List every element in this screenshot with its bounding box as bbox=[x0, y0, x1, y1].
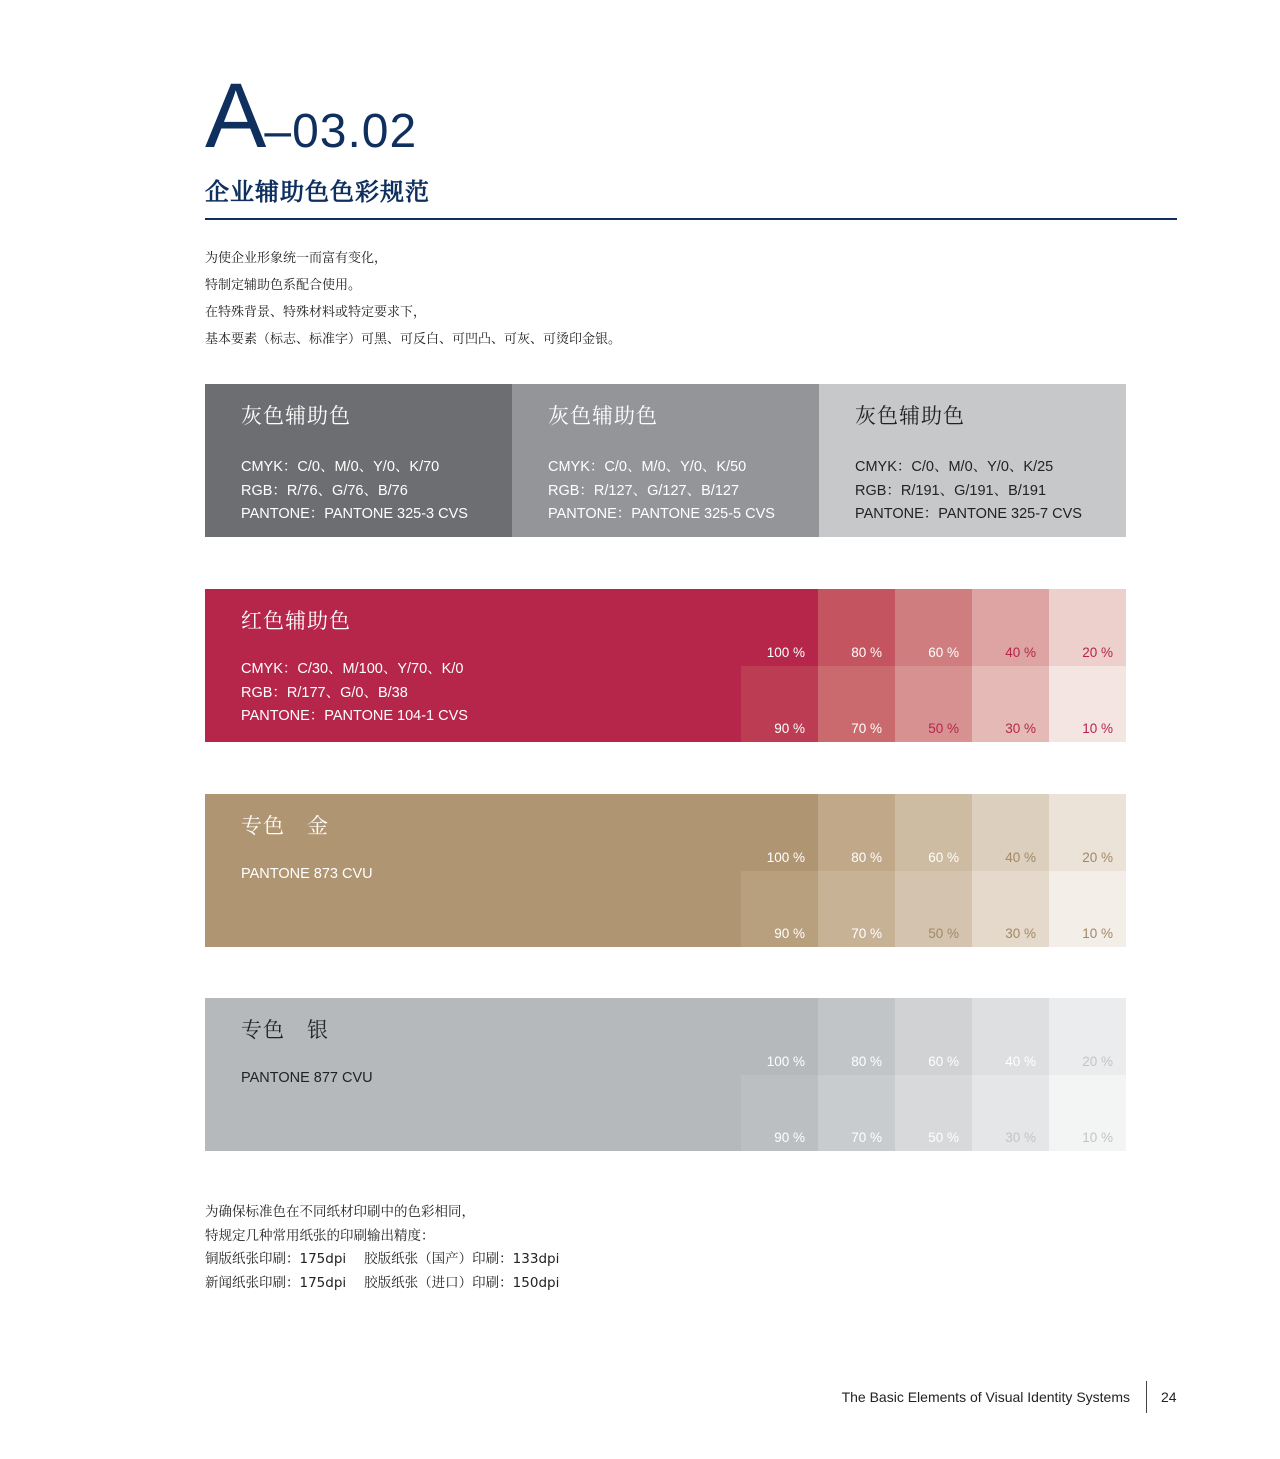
note-row bbox=[205, 1272, 559, 1296]
tint-label: 20 % bbox=[1082, 849, 1113, 865]
swatch-cmyk: CMYK：C/0、M/0、Y/0、K/25 bbox=[855, 459, 1054, 475]
tint-label: 90 % bbox=[774, 1130, 805, 1145]
band-name: 红色辅助色 bbox=[241, 609, 351, 633]
tint-label: 30 % bbox=[1005, 721, 1036, 736]
swatch-pantone: PANTONE：PANTONE 325-7 CVS bbox=[855, 506, 1082, 522]
swatch-pantone: PANTONE：PANTONE 325-3 CVS bbox=[241, 506, 468, 522]
silver-color-band bbox=[205, 998, 1126, 1151]
tint-label: 60 % bbox=[928, 644, 959, 660]
swatch-name: 灰色辅助色 bbox=[548, 404, 658, 428]
tint-label: 80 % bbox=[851, 644, 882, 660]
tint-cell bbox=[741, 589, 818, 666]
swatch-cmyk: CMYK：C/0、M/0、Y/0、K/50 bbox=[548, 459, 747, 475]
tint-cell bbox=[818, 998, 895, 1075]
gray-swatch-row bbox=[205, 384, 1126, 537]
section-code-letter: A bbox=[205, 65, 265, 167]
tint-label: 40 % bbox=[1005, 644, 1036, 660]
tint-cell bbox=[818, 871, 895, 948]
tint-label: 70 % bbox=[851, 926, 882, 941]
tint-cell bbox=[895, 871, 972, 948]
tint-cell bbox=[1049, 871, 1126, 948]
tint-cell bbox=[1049, 589, 1126, 666]
intro-text bbox=[205, 245, 621, 353]
tint-label: 20 % bbox=[1082, 644, 1113, 660]
tint-cell bbox=[895, 998, 972, 1075]
tint-cell bbox=[1049, 1075, 1126, 1152]
section-code bbox=[205, 65, 418, 167]
tint-label: 30 % bbox=[1005, 1130, 1036, 1145]
page-footer bbox=[0, 1389, 1280, 1413]
swatch-name: 灰色辅助色 bbox=[855, 404, 965, 428]
tint-label: 60 % bbox=[928, 849, 959, 865]
tint-cell bbox=[818, 666, 895, 743]
tint-label: 30 % bbox=[1005, 926, 1036, 941]
gray-swatch-k25 bbox=[819, 384, 1126, 537]
tint-label: 50 % bbox=[928, 926, 959, 941]
tint-label: 90 % bbox=[774, 721, 805, 736]
tint-cell bbox=[741, 998, 818, 1075]
tint-cell bbox=[1049, 666, 1126, 743]
swatch-rgb: RGB：R/127、G/127、B/127 bbox=[548, 482, 740, 499]
red-tint-grid bbox=[741, 589, 1126, 742]
tint-label: 20 % bbox=[1082, 1053, 1113, 1069]
tint-label: 40 % bbox=[1005, 849, 1036, 865]
intro-line: 在特殊背景、特殊材料或特定要求下， bbox=[205, 305, 427, 320]
note-item: 胶版纸张（国产）印刷：133dpi bbox=[364, 1251, 560, 1267]
intro-line: 基本要素（标志、标准字）可黑、可反白、可凹凸、可灰、可烫印金银。 bbox=[205, 332, 622, 347]
tint-cell bbox=[741, 871, 818, 948]
tint-cell bbox=[895, 1075, 972, 1152]
tint-label: 60 % bbox=[928, 1053, 959, 1069]
silver-main-swatch bbox=[205, 998, 741, 1151]
swatch-rgb: RGB：R/191、G/191、B/191 bbox=[855, 482, 1047, 499]
note-row bbox=[205, 1248, 559, 1272]
tint-cell bbox=[1049, 998, 1126, 1075]
page-title: 企业辅助色色彩规范 bbox=[205, 178, 430, 206]
tint-label: 100 % bbox=[766, 849, 805, 865]
intro-line: 为使企业形象统一而富有变化， bbox=[205, 251, 388, 266]
footer-caption: The Basic Elements of Visual Identity Systems bbox=[841, 1389, 1130, 1405]
band-spec-line: PANTONE 877 CVU bbox=[241, 1070, 373, 1086]
gold-main-swatch bbox=[205, 794, 741, 947]
page-number: 24 bbox=[1161, 1389, 1177, 1405]
tint-label: 100 % bbox=[766, 1053, 805, 1069]
band-name: 专色 金 bbox=[241, 814, 329, 838]
band-spec-line: PANTONE 873 CVU bbox=[241, 866, 373, 882]
note-line: 特规定几种常用纸张的印刷输出精度： bbox=[205, 1227, 435, 1244]
tint-cell bbox=[818, 589, 895, 666]
band-name: 专色 银 bbox=[241, 1018, 329, 1042]
tint-cell bbox=[741, 1075, 818, 1152]
tint-label: 50 % bbox=[928, 1130, 959, 1145]
section-code-number: –03.02 bbox=[264, 105, 418, 158]
tint-label: 50 % bbox=[928, 721, 959, 736]
tint-cell bbox=[895, 666, 972, 743]
tint-label: 10 % bbox=[1082, 926, 1113, 941]
band-spec-line: RGB：R/177、G/0、B/38 bbox=[241, 684, 408, 701]
title-divider bbox=[205, 218, 1177, 220]
band-spec-line: PANTONE：PANTONE 104-1 CVS bbox=[241, 708, 468, 724]
gold-tint-grid bbox=[741, 794, 1126, 947]
band-spec-line: CMYK：C/30、M/100、Y/70、K/0 bbox=[241, 661, 464, 677]
tint-cell bbox=[972, 1075, 1049, 1152]
gray-swatch-k70 bbox=[205, 384, 512, 537]
tint-cell bbox=[741, 794, 818, 871]
tint-cell bbox=[741, 666, 818, 743]
swatch-cmyk: CMYK：C/0、M/0、Y/0、K/70 bbox=[241, 459, 440, 475]
tint-cell bbox=[972, 666, 1049, 743]
red-color-band bbox=[205, 589, 1126, 742]
tint-label: 70 % bbox=[851, 1130, 882, 1145]
tint-label: 10 % bbox=[1082, 721, 1113, 736]
tint-label: 80 % bbox=[851, 849, 882, 865]
note-item: 胶版纸张（进口）印刷：150dpi bbox=[364, 1274, 560, 1291]
intro-line: 特制定辅助色系配合使用。 bbox=[205, 278, 362, 293]
tint-label: 10 % bbox=[1082, 1130, 1113, 1145]
gray-swatch-k50 bbox=[512, 384, 819, 537]
silver-tint-grid bbox=[741, 998, 1126, 1151]
tint-cell bbox=[972, 871, 1049, 948]
red-main-swatch bbox=[205, 589, 741, 742]
tint-cell bbox=[895, 589, 972, 666]
print-resolution-note bbox=[205, 1201, 559, 1295]
note-line: 为确保标准色在不同纸材印刷中的色彩相同， bbox=[205, 1204, 475, 1220]
tint-label: 100 % bbox=[766, 644, 805, 660]
gold-color-band bbox=[205, 794, 1126, 947]
tint-cell bbox=[818, 1075, 895, 1152]
tint-label: 80 % bbox=[851, 1053, 882, 1069]
tint-cell bbox=[818, 794, 895, 871]
swatch-pantone: PANTONE：PANTONE 325-5 CVS bbox=[548, 506, 775, 522]
tint-cell bbox=[1049, 794, 1126, 871]
tint-cell bbox=[895, 794, 972, 871]
tint-label: 70 % bbox=[851, 721, 882, 736]
swatch-name: 灰色辅助色 bbox=[241, 404, 351, 428]
tint-label: 40 % bbox=[1005, 1053, 1036, 1069]
note-item: 铜版纸张印刷：175dpi bbox=[205, 1251, 347, 1267]
footer-divider bbox=[1146, 1381, 1147, 1413]
tint-cell bbox=[972, 589, 1049, 666]
tint-label: 90 % bbox=[774, 926, 805, 941]
swatch-rgb: RGB：R/76、G/76、B/76 bbox=[241, 482, 408, 499]
note-item: 新闻纸张印刷：175dpi bbox=[205, 1274, 347, 1291]
tint-cell bbox=[972, 794, 1049, 871]
tint-cell bbox=[972, 998, 1049, 1075]
